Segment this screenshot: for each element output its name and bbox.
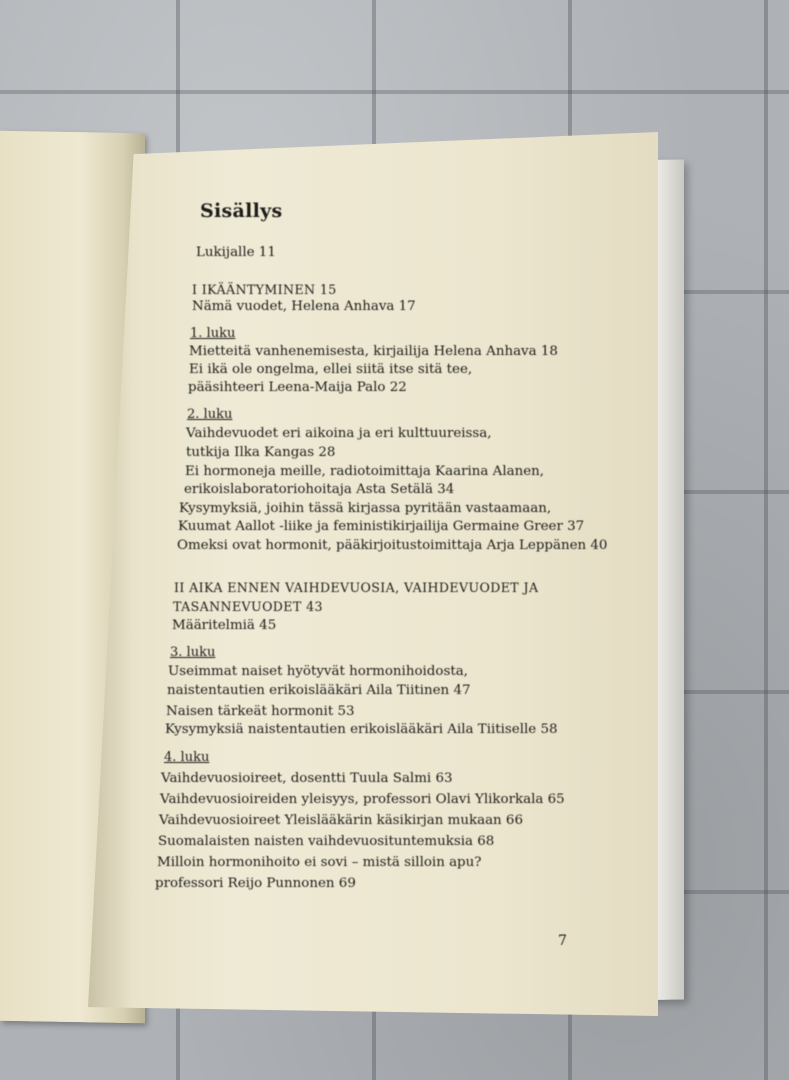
page-number: 7 <box>558 933 567 949</box>
toc-entry: naistentautien erikoislääkäri Aila Tiitinen 47 <box>167 683 471 698</box>
toc-entry: Vaihdevuodet eri aikoina ja eri kulttuureissa, <box>186 426 492 441</box>
toc-entry: Vaihdevuosioireet, dosentti Tuula Salmi 63 <box>161 771 453 786</box>
toc-entry: Useimmat naiset hyötyvät hormonihoidosta, <box>168 664 468 679</box>
chapter-label-2: 2. luku <box>187 407 233 422</box>
chapter-label-3: 3. luku <box>170 645 216 660</box>
toc-entry: Suomalaisten naisten vaihdevuosituntemuksia 68 <box>158 834 495 849</box>
toc-entry: Ei hormoneja meille, radiotoimittaja Kaarina Alanen, <box>185 464 545 479</box>
section-heading-1: I IKÄÄNTYMINEN 15 <box>192 282 337 297</box>
page-title: Sisällys <box>200 200 283 222</box>
section-heading-2: II AIKA ENNEN VAIHDEVUOSIA, VAIHDEVUODET JA <box>174 580 539 595</box>
section-intro-2: Määritelmiä 45 <box>172 618 277 633</box>
toc-entry: Mietteitä vanhenemisesta, kirjailija Helena Anhava 18 <box>189 344 558 359</box>
section-intro-1: Nämä vuodet, Helena Anhava 17 <box>192 299 416 314</box>
section-heading-2-cont: TASANNEVUODET 43 <box>173 599 323 614</box>
toc-entry: Vaihdevuosioireiden yleisyys, professori Olavi Ylikorkala 65 <box>160 792 565 807</box>
toc-entry: Omeksi ovat hormonit, pääkirjoitustoimittaja Arja Leppänen 40 <box>177 538 608 553</box>
toc-entry: Naisen tärkeät hormonit 53 <box>166 704 355 719</box>
toc-entry: pääsihteeri Leena-Maija Palo 22 <box>188 380 407 395</box>
toc-foreword: Lukijalle 11 <box>196 245 276 260</box>
toc-entry: professori Reijo Punnonen 69 <box>155 876 356 891</box>
chapter-label-1: 1. luku <box>190 326 236 341</box>
toc-entry: Vaihdevuosioireet Yleislääkärin käsikirjan mukaan 66 <box>159 813 523 828</box>
toc-entry: Kuumat Aallot -liike ja feministikirjailija Germaine Greer 37 <box>178 519 585 534</box>
toc-entry: Kysymyksiä, joihin tässä kirjassa pyritään vastaamaan, <box>179 501 552 516</box>
toc-entry: tutkija Ilka Kangas 28 <box>186 445 336 460</box>
toc-entry: Ei ikä ole ongelma, ellei siitä itse sitä tee, <box>189 362 473 377</box>
toc-entry: erikoislaboratoriohoitaja Asta Setälä 34 <box>184 482 455 497</box>
toc-entry: Milloin hormonihoito ei sovi – mistä silloin apu? <box>157 855 482 870</box>
toc-entry: Kysymyksiä naistentautien erikoislääkäri Aila Tiitiselle 58 <box>165 722 558 737</box>
chapter-label-4: 4. luku <box>164 750 210 765</box>
